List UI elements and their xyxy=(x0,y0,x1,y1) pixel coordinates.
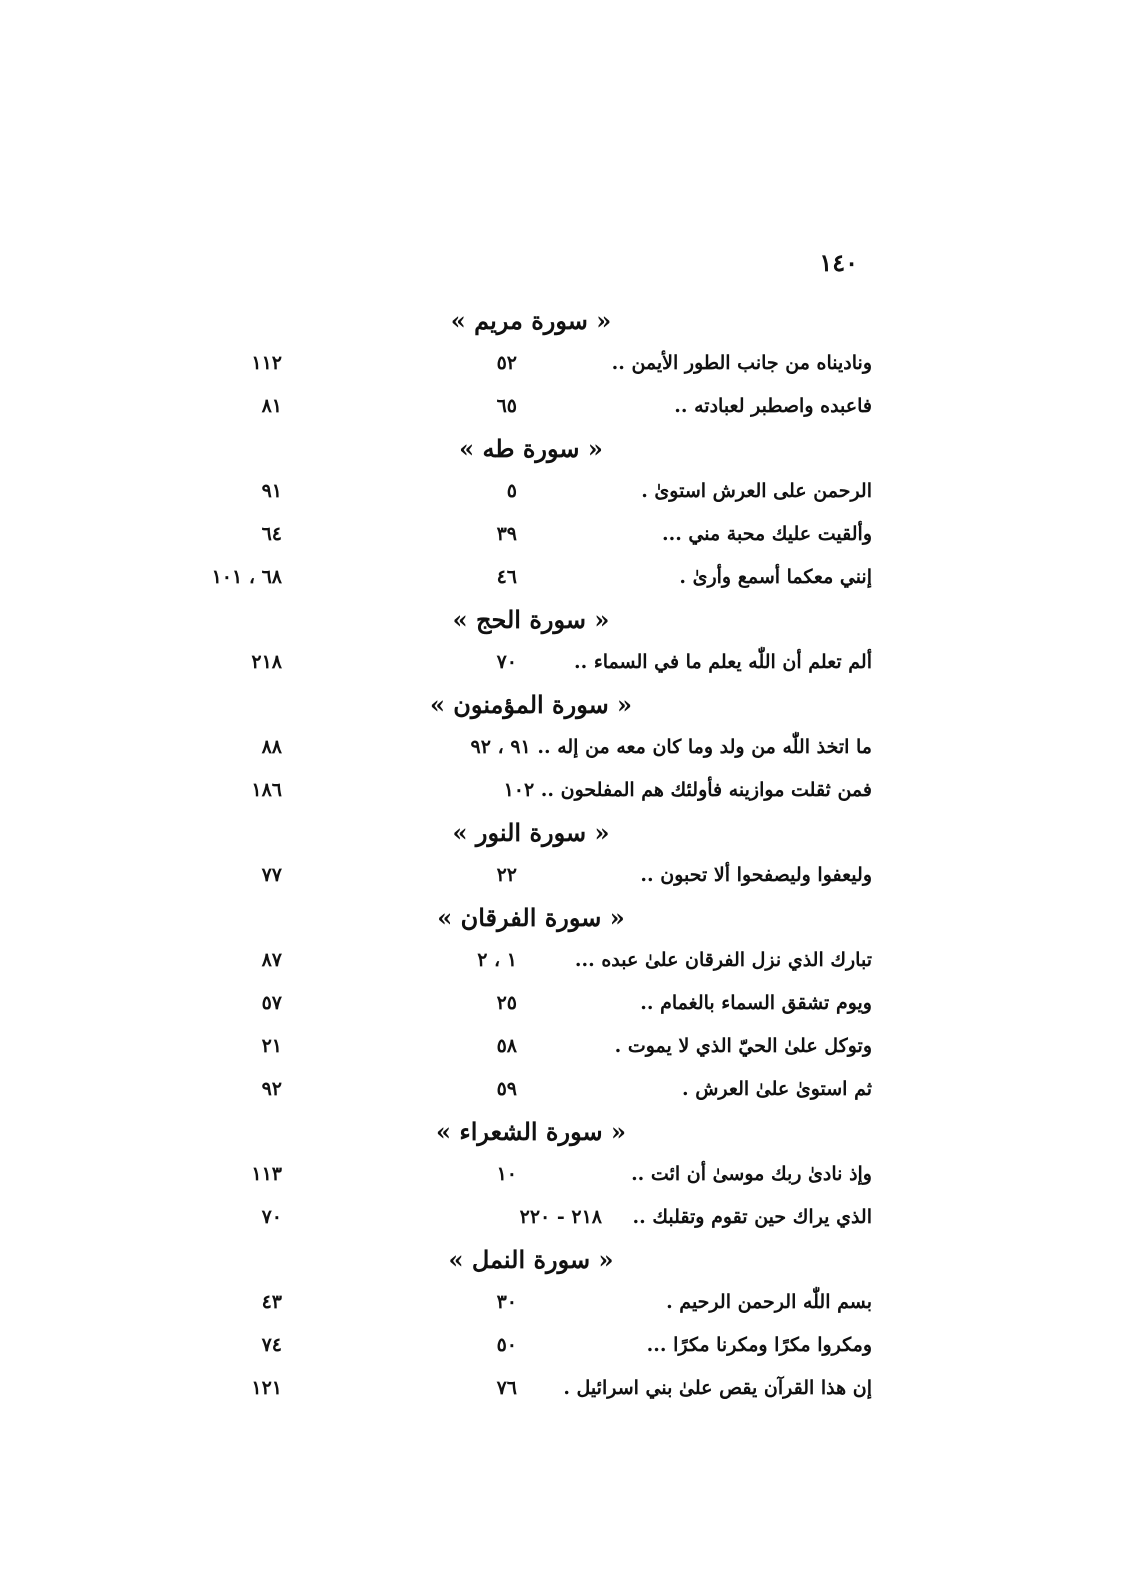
verse-text: وإذ نادىٰ ربك موسىٰ أن ائت .. xyxy=(631,1163,872,1185)
verse-text: وألقيت عليك محبة مني ... xyxy=(661,523,872,545)
page-reference: ٢١ xyxy=(261,1035,282,1057)
surah-heading: « سورة الفرقان » xyxy=(437,903,625,932)
surah-heading: « سورة المؤمنون » xyxy=(429,690,633,719)
page-reference: ٨٨ xyxy=(261,736,282,758)
index-row xyxy=(180,1196,872,1239)
ayah-number: ٢٥ xyxy=(496,992,517,1014)
ayah-number: ١٠ xyxy=(496,1163,517,1185)
ayah-number: ٢٢ xyxy=(496,864,517,886)
index-row xyxy=(180,726,872,769)
ayah-number: ٥ xyxy=(506,480,517,502)
page-reference: ٢١٨ xyxy=(251,651,282,673)
verse-text: ثم استوىٰ علىٰ العرش . xyxy=(682,1078,872,1100)
surah-heading: « سورة طه » xyxy=(459,434,603,463)
ayah-number: ٤٦ xyxy=(496,566,517,588)
verse-text: وناديناه من جانب الطور الأيمن .. xyxy=(611,352,872,374)
verse-text: ويوم تشقق السماء بالغمام .. xyxy=(640,992,872,1014)
ayah-number: ١ ، ٢ xyxy=(477,949,517,971)
index-row xyxy=(180,385,872,428)
index-row xyxy=(180,939,872,982)
index-row xyxy=(180,982,872,1025)
ayah-number: ٣٠ xyxy=(496,1291,517,1313)
page-reference: ١١٢ xyxy=(251,352,282,374)
index-row xyxy=(180,641,872,684)
page-reference: ١٢١ xyxy=(251,1377,282,1399)
ayah-number: ٦٥ xyxy=(496,395,517,417)
page-reference: ٥٧ xyxy=(261,992,282,1014)
index-row xyxy=(180,1367,872,1410)
page-reference: ٨١ xyxy=(261,395,282,417)
verse-text: ومكروا مكرًا ومكرنا مكرًا ... xyxy=(646,1334,872,1356)
verse-text: وليعفوا وليصفحوا ألا تحبون .. xyxy=(640,864,872,886)
page-reference: ٤٣ xyxy=(261,1291,282,1313)
page-reference: ٧٧ xyxy=(261,864,282,886)
index-row xyxy=(180,342,872,385)
index-row xyxy=(180,556,872,599)
index-row xyxy=(180,854,872,897)
verse-text: تبارك الذي نزل الفرقان علىٰ عبده ... xyxy=(574,949,872,971)
page-reference: ٧٠ xyxy=(261,1206,282,1228)
page-reference: ٦٤ xyxy=(261,523,282,545)
index-row xyxy=(180,513,872,556)
page-reference: ١٨٦ xyxy=(251,779,282,801)
page-reference: ٩١ xyxy=(261,480,282,502)
ayah-number: ٥٠ xyxy=(496,1334,517,1356)
ayah-number: ٥٩ xyxy=(496,1078,517,1100)
page-reference: ٦٨ ، ١٠١ xyxy=(211,566,282,588)
page-reference: ٨٧ xyxy=(261,949,282,971)
surah-heading: « سورة النور » xyxy=(452,818,610,847)
index-row xyxy=(180,1324,872,1367)
page-number: ١٤٠ xyxy=(819,248,858,277)
ayah-number: ٧٦ xyxy=(496,1377,517,1399)
surah-heading: « سورة مريم » xyxy=(450,306,612,335)
verse-text: إنني معكما أسمع وأرىٰ . xyxy=(679,566,872,588)
verse-text: الذي يراك حين تقوم وتقلبك .. xyxy=(632,1206,872,1228)
page-reference: ١١٣ xyxy=(251,1163,282,1185)
verse-text: بسم اللّٰه الرحمن الرحيم . xyxy=(666,1291,872,1313)
ayah-number: ٢١٨ - ٢٢٠ xyxy=(519,1206,602,1228)
verse-text: إن هذا القرآن يقص علىٰ بني اسرائيل . xyxy=(563,1377,872,1399)
verse-text: الرحمن على العرش استوىٰ . xyxy=(641,480,872,502)
verse-index xyxy=(180,300,872,1410)
surah-heading: « سورة النمل » xyxy=(448,1245,614,1274)
verse-text: وتوكل علىٰ الحيّ الذي لا يموت . xyxy=(614,1035,872,1057)
ayah-number: ٣٩ xyxy=(496,523,517,545)
index-row xyxy=(180,1025,872,1068)
ayah-number: ٥٢ xyxy=(496,352,517,374)
page-reference: ٩٢ xyxy=(261,1078,282,1100)
index-row xyxy=(180,1068,872,1111)
verse-text: ألم تعلم أن اللّٰه يعلم ما في السماء .. xyxy=(573,651,872,673)
index-row xyxy=(180,769,872,812)
verse-text: ما اتخذ اللّٰه من ولد وما كان معه من إله .. ٩١ ، ٩٢ xyxy=(470,736,872,758)
verse-text: فاعبده واصطبر لعبادته .. xyxy=(674,395,872,417)
surah-heading: « سورة الحج » xyxy=(452,605,610,634)
page-reference: ٧٤ xyxy=(261,1334,282,1356)
surah-heading: « سورة الشعراء » xyxy=(436,1117,626,1146)
index-row xyxy=(180,1281,872,1324)
ayah-number: ٥٨ xyxy=(496,1035,517,1057)
verse-text: فمن ثقلت موازينه فأولئك هم المفلحون .. ١٠٢ xyxy=(503,779,872,801)
ayah-number: ٧٠ xyxy=(496,651,517,673)
index-row xyxy=(180,470,872,513)
index-row xyxy=(180,1153,872,1196)
